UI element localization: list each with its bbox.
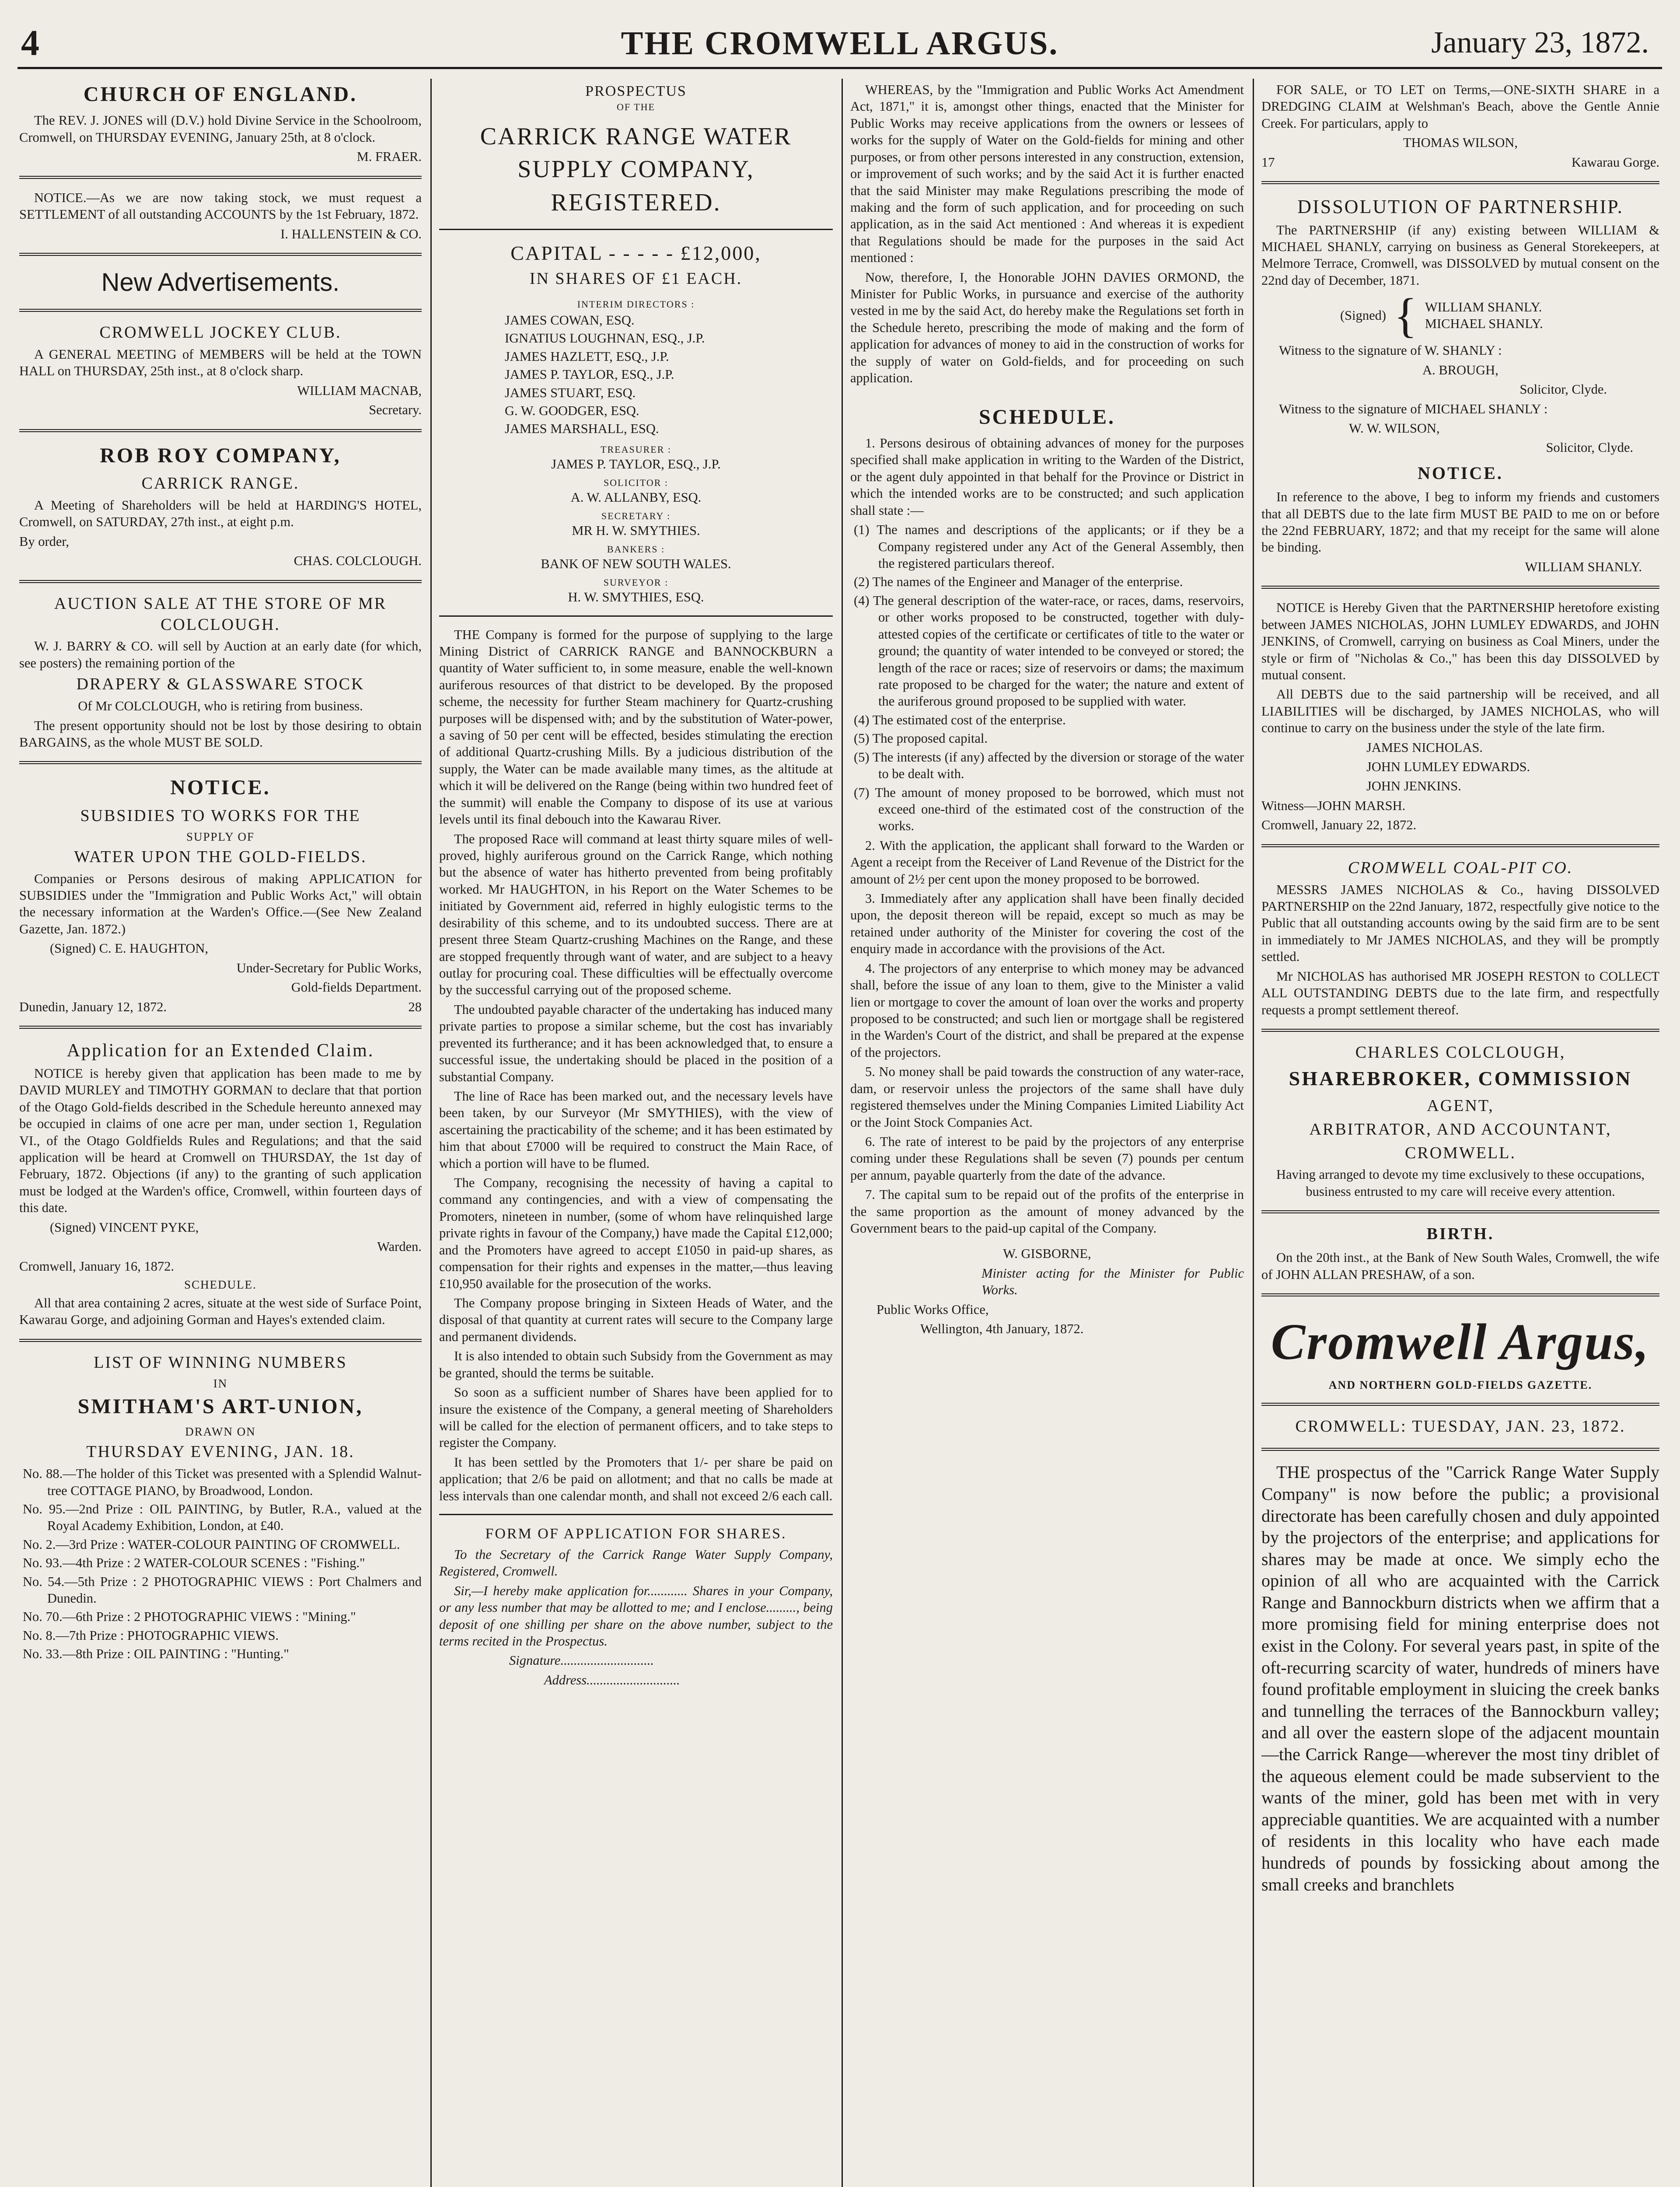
dissolution-ad <box>1261 195 1659 575</box>
subsidies-water: WATER UPON THE GOLD-FIELDS. <box>74 847 367 866</box>
director: JAMES STUART, ESQ. <box>505 385 636 400</box>
secretary-heading: SECRETARY : <box>601 510 671 522</box>
for-sale-footer: 17 Kawarau Gorge. <box>1261 154 1659 170</box>
claim-body: NOTICE is hereby given that application has been made to me by DAVID MURLEY and TIMOTHY GORMAN to declare that that portion of the Otago Gold-fields described in the Schedule hereunto annexed may be occupied in claims of one acre per man, under section 1, Regulation VI., of the Otago Goldfields Rules and Regulations; and that the said application will be heard at Cromwell on THURSDAY, the 1st day of February, 1872. Objections (if any) to the granting of such application must be lodged at the Warden's office, Cromwell, within fourteen days of this date. <box>19 1066 422 1216</box>
subsidies-dept: Gold-fields Department. <box>291 980 422 995</box>
auction-p2: The present opportunity should not be lost by those desiring to obtain BARGAINS, as the whole MUST BE SOLD. <box>19 718 422 750</box>
art-union-t2: IN <box>213 1376 228 1390</box>
witness-2-role: Solicitor, Clyde. <box>1546 440 1633 455</box>
colclough-name: CHARLES COLCLOUGH, <box>1355 1043 1566 1062</box>
newspaper-title: THE CROMWELL ARGUS. <box>621 25 1059 62</box>
director: IGNATIUS LOUGHNAN, ESQ., J.P. <box>505 331 705 346</box>
schedule-item: (4) The general description of the water-race, or races, dams, reservoirs, or other works proposed to be constructed, together with duly-attested copies of the certificate or certificates of title to the water or ground; the quantity of water intended to be conveyed or stored; the length of the race or races; size of reservoirs or dams; the maximum rate proposed to be charged for the water; the nature and extent of the auriferous ground proposed to be supplied with water. <box>854 593 1244 709</box>
colclough-t4: CROMWELL. <box>1405 1143 1516 1162</box>
stock-notice-body: NOTICE.—As we are now taking stock, we must request a SETTLEMENT of all outstanding ACCOUNTS by the 1st February, 1872. <box>19 190 422 222</box>
treasurer-heading: TREASURER : <box>601 444 671 455</box>
witness-2: Witness to the signature of MICHAEL SHANLY : <box>1279 401 1548 416</box>
auction-body: W. J. BARRY & CO. will sell by Auction at an early date (for which, see posters) the remaining portion of the <box>19 639 422 671</box>
jockey-club-ad <box>19 322 422 419</box>
prospectus-para: THE Company is formed for the purpose of supplying to the large Mining District of CARRICK RANGE and BANNOCKBURN a quantity of Water sufficient to, in some measure, enable the well-known auriferous resources of that district to be developed. By the proposed scheme, the necessity for further Steam machinery for Quartz-crushing purposes will be dispensed with; and by the substitution of Water-power, a saving of 50 per cent will be effected, besides stimulating the erection of additional Quartz-crushing Mills. By a judicious distribution of the supply, the Water can be made available many times, as the altitude at which it will be delivered on the Range (being within two hundred feet of the summit) will enable the Company to dispose of its use at various levels until its final debouch into the Kawarau River. <box>439 627 833 827</box>
prize-item: No. 33.—8th Prize : OIL PAINTING : "Hunting." <box>23 1646 289 1662</box>
art-union-t5: THURSDAY EVENING, JAN. 18. <box>86 1443 355 1461</box>
prize-item: No. 88.—The holder of this Ticket was presented with a Splendid Walnut-tree COTTAGE PIANO, by Broadwood, London. <box>23 1466 422 1498</box>
auction-of: Of Mr COLCLOUGH, who is retiring from business. <box>78 699 363 714</box>
colclough-t1: SHAREBROKER, COMMISSION <box>1289 1067 1632 1090</box>
jockey-signature: WILLIAM MACNAB, <box>297 383 422 398</box>
prospectus-para: The line of Race has been marked out, and the necessary levels have been taken, by our Surveyor (Mr SMYTHIES), with the view of ascertaining the practicability of the scheme; and it has been estimated by him that about £7000 will be required to construct the Main Race, of which a portion will have to be flumed. <box>439 1088 833 1171</box>
shares: IN SHARES OF £1 EACH. <box>529 269 743 288</box>
new-advertisements-heading: New Advertisements. <box>101 268 340 297</box>
company-name: CARRICK RANGE WATER SUPPLY COMPANY, REGISTERED. <box>480 122 792 216</box>
subsidies-ad <box>19 775 422 1015</box>
subsidies-body: Companies or Persons desirous of making APPLICATION for SUBSIDIES under the "Immigration and Public Works Act," will obtain the necessary information at the Warden's Office.—(See New Zealand Gazette, Jan. 1872.) <box>19 871 422 936</box>
jockey-role: Secretary. <box>369 402 422 418</box>
partner-name: JAMES NICHOLAS. <box>1366 740 1483 755</box>
schedule-para: 7. The capital sum to be repaid out of the profits of the enterprise in the same proportion as the amount of money advanced by the Government bears to the paid-up capital of the Company. <box>850 1187 1244 1236</box>
regulations-intro: WHEREAS, by the "Immigration and Public Works Act Amendment Act, 1871," it is, amongst other things, enacted that the Minister for Public Works may receive applications from the owners or lessees of works for the supply of Water on the Gold-fields for mining and other purposes, or from other persons interested in any construction, extension, or improvement of such works; and by the said Act it is further enacted that the said Minister may make Regulations prescribing the mode of making and the form of such application, and for proceeding on such application, as in the said Act mentioned : And whereas it is expedient that Regulations should be made for the purposes in the said Act mentioned : <box>850 82 1244 266</box>
schedule-para: 4. The projectors of any enterprise to which money may be advanced shall, before the issue of any loan to them, give to the Minister a valid lien or mortgage to cover the amount of loan over the works and property proposed to be constructed; and such lien or mortgage shall be registered in the Warden's Court of the district, and shall be prepared at the expense of the projectors. <box>850 961 1244 1060</box>
partner-name: JOHN LUMLEY EDWARDS. <box>1366 759 1530 775</box>
witness-1-name: A. BROUGH, <box>1422 362 1498 377</box>
schedule-heading: SCHEDULE. <box>978 405 1116 429</box>
column-divider <box>430 79 432 2187</box>
prospectus-para: The Company propose bringing in Sixteen Heads of Water, and the disposal of that quantity at current rates will secure to the Company large and permanent dividends. <box>439 1295 833 1344</box>
partner-name: JOHN JENKINS. <box>1366 779 1461 794</box>
solicitor: A. W. ALLANBY, ESQ. <box>570 489 702 505</box>
dissolution-notice-signature: WILLIAM SHANLY. <box>1525 559 1642 574</box>
prize-item: No. 8.—7th Prize : PHOTOGRAPHIC VIEWS. <box>23 1628 279 1643</box>
prospectus-para: It is also intended to obtain such Subsidy from the Government as may be granted, should the terms be suitable. <box>439 1349 833 1380</box>
column-divider <box>1253 79 1254 2187</box>
prize-item: No. 95.—2nd Prize : OIL PAINTING, by Butler, R.A., valued at the Royal Academy Exhibition, London, at £40. <box>23 1501 422 1534</box>
rob-roy-body: A Meeting of Shareholders will be held at HARDING'S HOTEL, Cromwell, on SATURDAY, 27th inst., at eight p.m. <box>19 497 422 530</box>
witness-1: Witness to the signature of W. SHANLY : <box>1279 343 1502 358</box>
application-form-address: Address............................ <box>544 1672 680 1687</box>
auction-ad <box>19 594 422 751</box>
schedule-item: (1) The names and descriptions of the applicants; or if they be a Company registered under any Act of the General Assembly, then the registered particulars thereof. <box>854 522 1244 571</box>
art-union-ad <box>19 1352 422 1663</box>
director: JAMES MARSHALL, ESQ. <box>505 421 659 437</box>
subsidies-signed: (Signed) C. E. HAUGHTON, <box>50 941 209 956</box>
for-sale-body: FOR SALE, or TO LET on Terms,—ONE-SIXTH SHARE in a DREDGING CLAIM at Welshman's Beach, above the Gentle Annie Creek. For particulars, apply to <box>1261 82 1659 131</box>
dissolution-title: DISSOLUTION OF PARTNERSHIP. <box>1297 196 1624 218</box>
minister-role: Minister acting for the Minister for Public Works. <box>981 1265 1244 1298</box>
extended-claim-ad <box>19 1039 422 1328</box>
director: JAMES COWAN, ESQ. <box>505 312 635 328</box>
nicholas-body: NOTICE is Hereby Given that the PARTNERSHIP heretofore existing between JAMES NICHOLAS, JOHN LUMLEY EDWARDS, and JOHN JENKINS, of Cromwell, carrying on business as Coal Miners, under the style or firm of "Nicholas & Co.," has been this day DISSOLVED by mutual consent. <box>1261 600 1659 682</box>
schedule-para: 5. No money shall be paid towards the construction of any water-race, dam, or reservoir unless the projectors of the same shall have duly registered themselves under the Mining Companies Limited Liability Act or the Joint Stock Companies Act. <box>850 1064 1244 1130</box>
interim-heading: INTERIM DIRECTORS : <box>577 299 695 310</box>
editorial <box>1261 1461 1659 1895</box>
prospectus-body <box>439 626 833 1505</box>
bankers-heading: BANKERS : <box>607 544 665 555</box>
column-3 <box>850 79 1244 2187</box>
schedule-item: (4) The estimated cost of the enterprise. <box>854 712 1066 727</box>
claim-schedule: SCHEDULE. <box>184 1278 257 1291</box>
director: JAMES P. TAYLOR, ESQ., J.P. <box>505 367 674 382</box>
prize-item: No. 2.—3rd Prize : WATER-COLOUR PAINTING OF CROMWELL. <box>23 1537 400 1552</box>
prospectus-of-the: OF THE <box>617 101 655 112</box>
schedule-para: 3. Immediately after any application shall have been finally decided upon, the deposit thereon will be repaid, except so much as may be retained under authority of the Minister for covering the cost of the enquiry made in accordance with the provisions of the Act. <box>850 891 1244 957</box>
coal-pit-title: CROMWELL COAL-PIT CO. <box>1348 858 1573 877</box>
capital: CAPITAL - - - - - £12,000, <box>510 242 761 265</box>
coal-pit-ad <box>1261 858 1659 1018</box>
jockey-title: CROMWELL JOCKEY CLUB. <box>99 323 342 342</box>
church-notice <box>19 81 422 165</box>
surveyor-heading: SURVEYOR : <box>603 577 669 588</box>
bankers: BANK OF NEW SOUTH WALES. <box>541 556 731 571</box>
application-form-signature: Signature............................ <box>509 1653 654 1668</box>
colclough-ad <box>1261 1042 1659 1200</box>
dissolution-notice-body: In reference to the above, I beg to inform my friends and customers that all DEBTS due to the late firm MUST BE PAID to me on or before the 22nd FEBRUARY, 1872; and that my receipt for the same will alone be binding. <box>1261 489 1659 555</box>
surveyor: H. W. SMYTHIES, ESQ. <box>568 590 704 605</box>
for-sale-name: THOMAS WILSON, <box>1403 135 1518 150</box>
colclough-t3: ARBITRATOR, AND ACCOUNTANT, <box>1309 1120 1612 1139</box>
dateline: CROMWELL: TUESDAY, JAN. 23, 1872. <box>1295 1417 1626 1436</box>
witness-2-name: W. W. WILSON, <box>1349 420 1440 436</box>
prospectus-heading: PROSPECTUS <box>585 83 687 99</box>
schedule-item: (5) The interests (if any) affected by the diversion or storage of the water to be dealt with. <box>854 749 1244 782</box>
jockey-body: A GENERAL MEETING of MEMBERS will be held at the TOWN HALL on THURSDAY, 25th inst., at 8 o'clock sharp. <box>19 346 422 379</box>
schedule-items <box>850 521 1244 835</box>
birth-notice <box>1261 1224 1659 1283</box>
dissolution-notice-title: NOTICE. <box>1418 463 1503 483</box>
page-number: 4 <box>21 23 39 63</box>
prospectus-para: The proposed Race will command at least thirty square miles of well-proved, highly auriferous ground on the Carrick Range, which nothing but the absence of water has hitherto prevented from being profitably worked. Mr HAUGHTON, in his Report on the Water Schemes to be initiated by Government aid, referred in highly eulogistic terms to the desirability of this scheme, and to its undoubted success. There are at present three Steam Quartz-crushing Machines on the Range, and these are stopped frequently through want of water, and are subject to a heavy outlay for procuring coal. These difficulties will be effectually overcome by the successful carrying out of the proposed scheme. <box>439 831 833 998</box>
claim-title: Application for an Extended Claim. <box>66 1041 374 1061</box>
church-signature: M. FRAER. <box>356 149 422 164</box>
page-header <box>17 17 1662 69</box>
director: G. W. GOODGER, ESQ. <box>505 403 639 418</box>
prize-list <box>19 1465 422 1663</box>
works-date: Wellington, 4th January, 1872. <box>920 1321 1084 1337</box>
column-4 <box>1261 79 1659 2187</box>
prospectus-para: It has been settled by the Promoters that 1/- per share be paid on application; that 2/6 be paid on allotment; and that no calls be made at less intervals than one calendar month, and shall not exceed 2/6 each call. <box>439 1454 833 1503</box>
schedule-item: (7) The amount of money proposed to be borrowed, which must not exceed one-third of the estimated cost of the construction of the works. <box>854 785 1244 834</box>
prospectus-para: The undoubted payable character of the undertaking has induced many private parties to propose a similar scheme, but the cost has invariably prevented its furtherance; and it has been acknowledged that, to ensure a successful issue, the undertaking should be placed in the position of a substantial Company. <box>439 1002 833 1084</box>
coal-pit-p2: Mr NICHOLAS has authorised MR JOSEPH RESTON to COLLECT ALL OUTSTANDING DEBTS due to the late firm, and respectfully requests a prompt settlement thereof. <box>1261 968 1659 1017</box>
colclough-t2: AGENT, <box>1427 1096 1494 1115</box>
dissolution-body: The PARTNERSHIP (if any) existing between WILLIAM & MICHAEL SHANLY, carrying on business as General Storekeepers, at Melmore Terrace, Cromwell, was DISSOLVED by mutual consent on the 22nd day of December, 1871. <box>1261 222 1659 288</box>
schedule-p1: 1. Persons desirous of obtaining advances of money for the purposes specified shall make application in writing to the Warden of the District, or the agent duly appointed in that behalf for the Province or District in which the intended works are to be constructed; and such application shall state :— <box>850 436 1244 518</box>
column-1 <box>19 79 422 2187</box>
art-union-t3: SMITHAM'S ART-UNION, <box>77 1394 363 1418</box>
colclough-body: Having arranged to devote my time exclusively to these occupations, business entrusted to my care will receive every attention. <box>1276 1167 1645 1199</box>
nicholas-dissolution-ad <box>1261 599 1659 833</box>
art-union-t1: LIST OF WINNING NUMBERS <box>94 1353 347 1372</box>
claim-signed: (Signed) VINCENT PYKE, <box>50 1219 199 1235</box>
subsidies-notice: NOTICE. <box>170 776 271 800</box>
minister-signature: W. GISBORNE, <box>1003 1246 1091 1261</box>
nicholas-witness: Witness—JOHN MARSH. <box>1261 798 1406 813</box>
church-title: CHURCH OF ENGLAND. <box>83 83 358 106</box>
rob-roy-ad <box>19 443 422 569</box>
application-form-title: FORM OF APPLICATION FOR SHARES. <box>485 1526 787 1542</box>
rob-roy-signature: CHAS. COLCLOUGH. <box>293 553 422 569</box>
birth-body: On the 20th inst., at the Bank of New South Wales, Cromwell, the wife of JOHN ALLAN PRESHAW, of a son. <box>1261 1250 1659 1282</box>
art-union-t4: DRAWN ON <box>185 1425 256 1439</box>
auction-stock: DRAPERY & GLASSWARE STOCK <box>76 675 365 694</box>
for-sale-ad <box>1261 81 1659 171</box>
prize-item: No. 70.—6th Prize : 2 PHOTOGRAPHIC VIEWS : "Mining." <box>23 1609 356 1625</box>
prize-item: No. 93.—4th Prize : 2 WATER-COLOUR SCENES : "Fishing." <box>23 1555 365 1571</box>
subsidies-date: Dunedin, January 12, 1872. 28 <box>19 999 422 1014</box>
solicitor-heading: SOLICITOR : <box>603 477 669 488</box>
stock-notice <box>19 189 422 242</box>
schedule-para: 2. With the application, the applicant shall forward to the Warden or Agent a receipt from the Receiver of Land Revenue of the District for the amount of 2½ per cent upon the money proposed to be borrowed. <box>850 838 1244 887</box>
church-body: The REV. J. JONES will (D.V.) hold Divine Service in the Schoolroom, Cromwell, on THURSDAY EVENING, January 25th, at 8 o'clock. <box>19 113 422 145</box>
auction-title: AUCTION SALE AT THE STORE OF MR COLCLOUGH. <box>54 594 387 634</box>
regulations-now: Now, therefore, I, the Honorable JOHN DAVIES ORMOND, the Minister for Public Works, in pursuance and exercise of the authority vested in me by the said Act, do hereby make the Regulations set forth in the Schedule hereto, prescribing the mode of making and the form of application for advances of money to aid in the construction of works for the supply of water on Gold-fields, and for proceeding on such application. <box>850 269 1244 386</box>
rob-roy-by: By order, <box>19 534 69 549</box>
schedule-para: 6. The rate of interest to be paid by the projectors of any enterprise coming under these Regulations shall be seven (7) pounds per centum per annum, payable quarterly from the date of the advance. <box>850 1134 1244 1183</box>
masthead: Cromwell Argus, <box>1271 1313 1650 1371</box>
dissolution-signatures: (Signed) { WILLIAM SHANLY. MICHAEL SHANLY. <box>1340 289 1543 342</box>
rob-roy-subtitle: CARRICK RANGE. <box>141 474 300 493</box>
masthead-subtitle: AND NORTHERN GOLD-FIELDS GAZETTE. <box>1328 1378 1593 1391</box>
claim-schedule-body: All that area containing 2 acres, situate at the west side of Surface Point, Kawarau Gorge, and adjoining Gorman and Hayes's extended claim. <box>19 1296 422 1328</box>
subsidies-role: Under-Secretary for Public Works, <box>236 960 422 975</box>
nicholas-date: Cromwell, January 22, 1872. <box>1261 818 1417 833</box>
column-divider <box>842 79 843 2187</box>
prospectus-para: So soon as a sufficient number of Shares have been applied for to insure the existence of the Company, a general meeting of Shareholders will be called for the election of permanent officers, and to take steps to register the Company. <box>439 1385 833 1450</box>
treasurer: JAMES P. TAYLOR, ESQ., J.P. <box>551 456 721 472</box>
subsidies-supply: SUPPLY OF <box>186 830 255 843</box>
application-form-to: To the Secretary of the Carrick Range Water Supply Company, Registered, Cromwell. <box>439 1547 833 1579</box>
coal-pit-body: MESSRS JAMES NICHOLAS & Co., having DISSOLVED PARTNERSHIP on the 22nd January, 1872, respectfully give notice to the Public that all outstanding accounts owing by the said firm are to be sent in immediately to Mr JAMES NICHOLAS, and they will be promptly settled. <box>1261 882 1659 964</box>
issue-date: January 23, 1872. <box>1431 26 1649 59</box>
nicholas-p2: All DEBTS due to the said partnership will be received, and all LIABILITIES will be discharged, by JAMES NICHOLAS, who will continue to carry on the business under the style of the late firm. <box>1261 687 1659 736</box>
schedule-item: (2) The names of the Engineer and Manager of the enterprise. <box>854 574 1183 590</box>
stock-notice-signature: I. HALLENSTEIN & CO. <box>280 226 422 241</box>
schedule-item: (5) The proposed capital. <box>854 731 988 746</box>
prize-item: No. 54.—5th Prize : 2 PHOTOGRAPHIC VIEWS : Port Chalmers and Dunedin. <box>23 1574 422 1606</box>
birth-title: BIRTH. <box>1426 1225 1495 1244</box>
secretary: MR H. W. SMYTHIES. <box>572 523 700 538</box>
works-office: Public Works Office, <box>877 1302 989 1317</box>
directors-list <box>439 312 833 437</box>
editorial-text: THE prospectus of the "Carrick Range Water Supply Company" is now before the public; a provisional directorate has been carefully chosen and duly appointed by the projectors of the enterprise; and applications for shares may be made at once. We simply echo the opinion of all who are acquainted with the Carrick Range and Bannockburn districts when we affirm that a more promising field for mining enterprise does not exist in the Colony. For several years past, in spite of the oft-recurring scarcity of water, hundreds of miners have found profitable employment in sluicing the creek banks and tunnelling the terraces of the Bannockburn valley; and all over the eastern slope of the adjacent mountain—the Carrick Range—wherever the most tiny driblet of the aqueous element could be made subservient to the wants of the miner, gold has been met with in very appreciable quantities. We are acquainted with a number of residents in this locality who have each made hundreds of pounds by fossicking about among the small creeks and branchlets <box>1261 1462 1659 1894</box>
claim-date: Cromwell, January 16, 1872. <box>19 1258 175 1274</box>
director: JAMES HAZLETT, ESQ., J.P. <box>505 349 669 364</box>
witness-1-role: Solicitor, Clyde. <box>1519 382 1607 397</box>
claim-role: Warden. <box>377 1239 422 1254</box>
application-form-body: Sir,—I hereby make application for............ Shares in your Company, or any less number that may be allotted to me; and I enclose........., being deposit of one shilling per share on the above number, subject to the terms recited in the Prospectus. <box>439 1583 833 1649</box>
subsidies-title: SUBSIDIES TO WORKS FOR THE <box>80 806 361 825</box>
column-2 <box>439 79 833 2187</box>
rob-roy-title: ROB ROY COMPANY, <box>100 444 341 467</box>
prospectus-para: The Company, recognising the necessity of having a capital to command any contingencies, and with a view of compensating the Promoters, nineteen in number, (some of whom have relinquished large private rights in favour of the Company,) have made the Capital £12,000; and the Promoters have agreed to accept £1050 in paid-up shares, as compensation for their rights and expenses in the matter,—thus leaving £10,950 available for the prosecution of the works. <box>439 1175 833 1291</box>
